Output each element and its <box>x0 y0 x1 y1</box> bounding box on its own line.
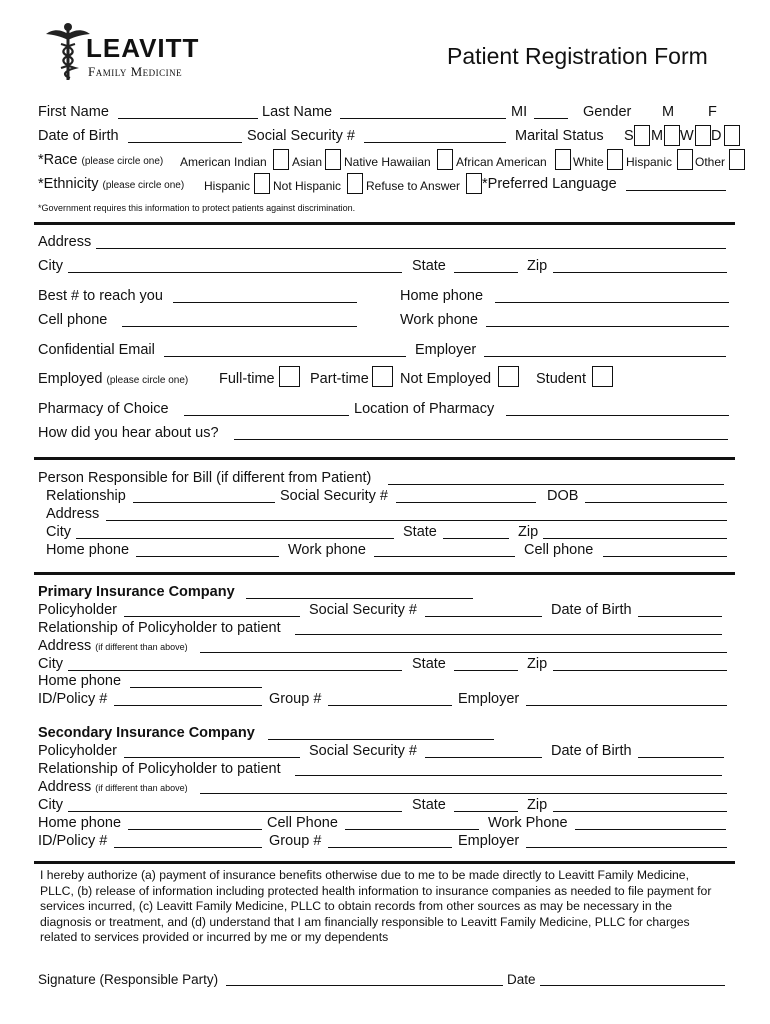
primary-address-label: Address (if different than above) <box>38 638 188 654</box>
secondary-state-field[interactable] <box>454 811 518 812</box>
race-african-american-checkbox[interactable] <box>555 149 571 170</box>
secondary-home-phone-label: Home phone <box>38 815 122 831</box>
primary-ssn-label: Social Security # <box>309 602 417 618</box>
primary-policyholder-field[interactable] <box>124 616 300 617</box>
work-phone-label: Work phone <box>400 312 478 328</box>
date-field[interactable] <box>540 985 725 986</box>
secondary-policyholder-label: Policyholder <box>38 743 117 759</box>
secondary-cell-phone-field[interactable] <box>345 829 479 830</box>
dob-label: Date of Birth <box>38 128 119 144</box>
primary-group-label: Group # <box>269 691 322 707</box>
zip-field[interactable] <box>553 272 727 273</box>
primary-relationship-field[interactable] <box>295 634 722 635</box>
secondary-work-phone-label: Work Phone <box>488 815 568 831</box>
race-hispanic: Hispanic <box>626 155 673 169</box>
pharmacy-label: Pharmacy of Choice <box>38 401 169 417</box>
logo-text: LEAVITT <box>86 33 200 63</box>
responsible-relationship-label: Relationship <box>46 488 126 504</box>
section-divider <box>34 457 735 460</box>
address-label: Address <box>38 234 92 250</box>
race-american-indian-checkbox[interactable] <box>273 149 289 170</box>
race-asian: Asian <box>292 155 323 169</box>
last-name-label: Last Name <box>262 104 333 120</box>
employment-full-time-checkbox[interactable] <box>279 366 300 387</box>
authorization-text: I hereby authorize (a) payment of insurance benefits otherwise due to me to be made directly to Leavitt Family Medicine, PLLC, (b) release of information including protected health information to insurance companies as needed to file payment for services incurred, (c) Leavitt Family Medicine, PLLC to obtain records from other sources as may be necessary in the diagnosis or treatment, and (d) understand that I am financially responsible to Leavitt Family Medicine, PLLC for charges related to services provided or incurred by me or my dependents <box>40 868 712 944</box>
employer-field[interactable] <box>484 356 726 357</box>
page-title: Patient Registration Form <box>447 43 708 69</box>
primary-policyholder-label: Policyholder <box>38 602 117 618</box>
ssn-label: Social Security # <box>247 128 355 144</box>
responsible-dob-field[interactable] <box>585 502 727 503</box>
primary-insurance-field[interactable] <box>246 598 473 599</box>
race-african-american: African American <box>456 155 547 169</box>
primary-insurance-heading: Primary Insurance Company <box>38 584 235 600</box>
date-label: Date <box>507 972 536 987</box>
caduceus-icon <box>44 20 92 82</box>
ethnicity-hispanic: Hispanic <box>204 179 251 193</box>
race-native-hawaiian-checkbox[interactable] <box>437 149 453 170</box>
ethnicity-not-hispanic-checkbox[interactable] <box>347 173 363 194</box>
employment-not-employed-checkbox[interactable] <box>498 366 519 387</box>
secondary-work-phone-field[interactable] <box>575 829 726 830</box>
marital-m-checkbox[interactable] <box>664 125 680 146</box>
state-field[interactable] <box>454 272 518 273</box>
primary-zip-label: Zip <box>527 656 548 672</box>
email-field[interactable] <box>164 356 406 357</box>
race-asian-checkbox[interactable] <box>325 149 341 170</box>
dob-field[interactable] <box>128 142 242 143</box>
hear-about-label: How did you hear about us? <box>38 425 219 441</box>
secondary-city-field[interactable] <box>68 811 402 812</box>
state-label: State <box>412 258 446 274</box>
secondary-employer-field[interactable] <box>526 847 727 848</box>
marital-m-label: M <box>651 128 664 144</box>
responsible-home-phone-field[interactable] <box>136 556 279 557</box>
secondary-policyholder-field[interactable] <box>124 757 300 758</box>
gender-label: Gender <box>583 104 632 120</box>
responsible-ssn-field[interactable] <box>396 502 536 503</box>
responsible-cell-phone-label: Cell phone <box>524 542 594 558</box>
responsible-address-label: Address <box>46 506 100 522</box>
marital-w-label: W <box>680 128 694 144</box>
city-label: City <box>38 258 63 274</box>
primary-city-label: City <box>38 656 63 672</box>
primary-address-field[interactable] <box>200 652 727 653</box>
ssn-field[interactable] <box>364 142 506 143</box>
ethnicity-hispanic-checkbox[interactable] <box>254 173 270 194</box>
secondary-dob-field[interactable] <box>638 757 724 758</box>
primary-zip-field[interactable] <box>553 670 727 671</box>
cell-phone-field[interactable] <box>122 326 357 327</box>
race-white: White <box>573 155 604 169</box>
race-label: *Race (please circle one) <box>38 152 164 168</box>
employment-part-time: Part-time <box>310 371 369 387</box>
city-field[interactable] <box>68 272 402 273</box>
marital-d-checkbox[interactable] <box>724 125 740 146</box>
mi-label: MI <box>511 104 528 120</box>
secondary-relationship-label: Relationship of Policyholder to patient <box>38 761 281 777</box>
secondary-id-policy-label: ID/Policy # <box>38 833 108 849</box>
secondary-employer-label: Employer <box>458 833 520 849</box>
responsible-name-field[interactable] <box>388 484 724 485</box>
secondary-group-label: Group # <box>269 833 322 849</box>
secondary-cell-phone-label: Cell Phone <box>267 815 338 831</box>
primary-home-phone-label: Home phone <box>38 673 122 689</box>
responsible-heading: Person Responsible for Bill (if different from Patient) <box>38 470 372 486</box>
ethnicity-not-hispanic: Not Hispanic <box>273 179 342 193</box>
preferred-language-label: *Preferred Language <box>482 176 617 192</box>
gender-f[interactable]: F <box>708 104 717 120</box>
race-other-checkbox[interactable] <box>729 149 745 170</box>
employed-label: Employed (please circle one) <box>38 371 189 387</box>
primary-employer-label: Employer <box>458 691 520 707</box>
logo-subtitle: Family Medicine <box>88 64 183 79</box>
primary-ssn-field[interactable] <box>425 616 542 617</box>
secondary-state-label: State <box>412 797 446 813</box>
secondary-zip-field[interactable] <box>553 811 727 812</box>
government-note: *Government requires this information to protect patients against discrimination. <box>38 203 356 213</box>
responsible-home-phone-label: Home phone <box>46 542 130 558</box>
ethnicity-refuse: Refuse to Answer <box>366 179 461 193</box>
primary-group-field[interactable] <box>328 705 452 706</box>
hear-about-field[interactable] <box>234 439 728 440</box>
marital-d-label: D <box>711 128 722 144</box>
employment-full-time: Full-time <box>219 371 275 387</box>
employer-label: Employer <box>415 342 477 358</box>
secondary-address-label: Address (if different than above) <box>38 779 188 795</box>
best-number-field[interactable] <box>173 302 357 303</box>
logo <box>44 20 224 82</box>
pharmacy-location-label: Location of Pharmacy <box>354 401 495 417</box>
responsible-ssn-label: Social Security # <box>280 488 388 504</box>
marital-w-checkbox[interactable] <box>695 125 711 146</box>
primary-dob-field[interactable] <box>638 616 722 617</box>
gender-m[interactable]: M <box>662 104 675 120</box>
race-white-checkbox[interactable] <box>607 149 623 170</box>
primary-city-field[interactable] <box>68 670 402 671</box>
ethnicity-label: *Ethnicity (please circle one) <box>38 176 185 192</box>
preferred-language-field[interactable] <box>626 190 726 191</box>
address-field[interactable] <box>96 248 726 249</box>
first-name-label: First Name <box>38 104 109 120</box>
best-number-label: Best # to reach you <box>38 288 163 304</box>
secondary-address-field[interactable] <box>200 793 727 794</box>
race-hispanic-checkbox[interactable] <box>677 149 693 170</box>
first-name-field[interactable] <box>118 118 258 119</box>
email-label: Confidential Email <box>38 342 155 358</box>
secondary-insurance-field[interactable] <box>268 739 494 740</box>
responsible-work-phone-field[interactable] <box>374 556 515 557</box>
ethnicity-refuse-checkbox[interactable] <box>466 173 482 194</box>
responsible-cell-phone-field[interactable] <box>603 556 727 557</box>
section-divider <box>34 861 735 864</box>
responsible-city-field[interactable] <box>76 538 394 539</box>
last-name-field[interactable] <box>340 118 506 119</box>
responsible-work-phone-label: Work phone <box>288 542 366 558</box>
responsible-dob-label: DOB <box>547 488 579 504</box>
secondary-ssn-field[interactable] <box>425 757 542 758</box>
section-divider <box>34 222 735 225</box>
pharmacy-location-field[interactable] <box>506 415 729 416</box>
employment-student: Student <box>536 371 586 387</box>
home-phone-label: Home phone <box>400 288 484 304</box>
responsible-address-field[interactable] <box>106 520 727 521</box>
responsible-relationship-field[interactable] <box>133 502 275 503</box>
work-phone-field[interactable] <box>486 326 729 327</box>
secondary-group-field[interactable] <box>328 847 452 848</box>
primary-state-field[interactable] <box>454 670 518 671</box>
responsible-state-field[interactable] <box>443 538 509 539</box>
race-other: Other <box>695 155 726 169</box>
marital-s-checkbox[interactable] <box>634 125 650 146</box>
secondary-id-policy-field[interactable] <box>114 847 262 848</box>
primary-home-phone-field[interactable] <box>130 687 262 688</box>
responsible-city-label: City <box>46 524 71 540</box>
primary-id-policy-label: ID/Policy # <box>38 691 108 707</box>
signature-field[interactable] <box>226 985 503 986</box>
secondary-ssn-label: Social Security # <box>309 743 417 759</box>
responsible-zip-field[interactable] <box>543 538 727 539</box>
secondary-home-phone-field[interactable] <box>128 829 262 830</box>
secondary-insurance-heading: Secondary Insurance Company <box>38 725 255 741</box>
employment-student-checkbox[interactable] <box>592 366 613 387</box>
primary-id-policy-field[interactable] <box>114 705 262 706</box>
marital-s-label: S <box>624 128 634 144</box>
signature-label: Signature (Responsible Party) <box>38 972 219 987</box>
race-native-hawaiian: Native Hawaiian <box>344 155 431 169</box>
secondary-relationship-field[interactable] <box>295 775 722 776</box>
pharmacy-field[interactable] <box>184 415 349 416</box>
section-divider <box>34 572 735 575</box>
secondary-zip-label: Zip <box>527 797 548 813</box>
responsible-zip-label: Zip <box>518 524 539 540</box>
home-phone-field[interactable] <box>495 302 729 303</box>
zip-label: Zip <box>527 258 548 274</box>
employment-not-employed: Not Employed <box>400 371 492 387</box>
employment-part-time-checkbox[interactable] <box>372 366 393 387</box>
responsible-state-label: State <box>403 524 437 540</box>
marital-status-label: Marital Status <box>515 128 604 144</box>
race-american-indian: American Indian <box>180 155 267 169</box>
primary-relationship-label: Relationship of Policyholder to patient <box>38 620 281 636</box>
secondary-dob-label: Date of Birth <box>551 743 632 759</box>
mi-field[interactable] <box>534 118 568 119</box>
secondary-city-label: City <box>38 797 63 813</box>
primary-employer-field[interactable] <box>526 705 727 706</box>
primary-state-label: State <box>412 656 446 672</box>
primary-dob-label: Date of Birth <box>551 602 632 618</box>
cell-phone-label: Cell phone <box>38 312 108 328</box>
